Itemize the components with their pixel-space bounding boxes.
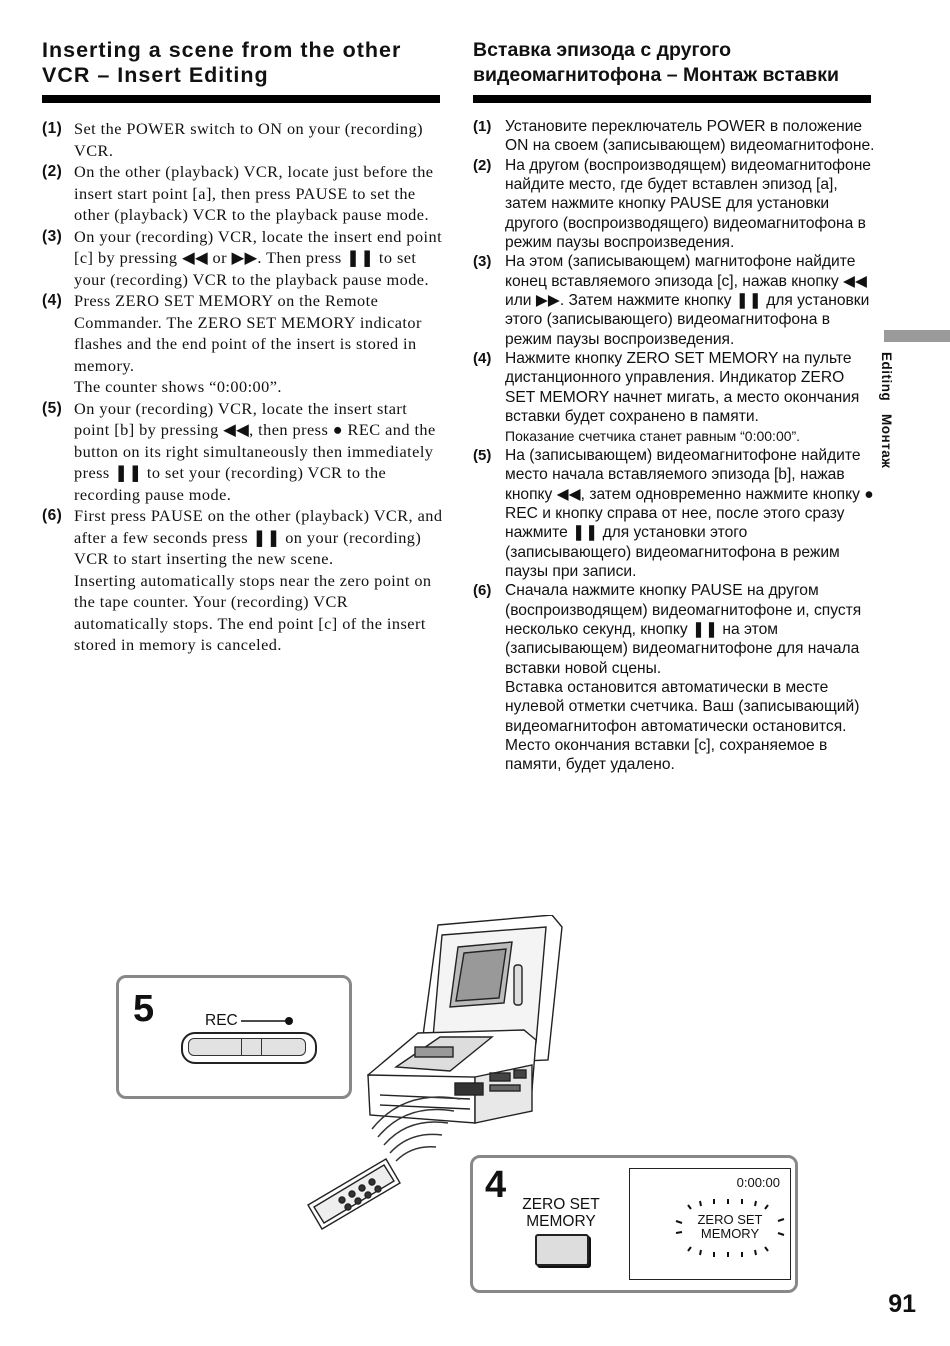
side-section-label [866,352,896,492]
english-steps [42,118,447,656]
english-step-4-note: The counter shows “0:00:00”. [74,377,282,396]
rec-label: REC [205,1012,238,1029]
russian-title-rule [473,95,871,103]
russian-step-4: (4) Нажмите кнопку ZERO SET MEMORY на пульте дистанционного управления. Индикатор ZERO SET MEMORY начнет мигать, а место окончания вставки будет сохранено в памяти. Показание счетчика станет равным “0:00:00”. [473,349,875,446]
russian-step-4-note: Показание счетчика станет равным “0:00:00”. [505,427,801,444]
russian-step-1: (1) Установите переключатель POWER в положение ON на своем (записывающем) видеомагнитофоне. [473,118,875,155]
english-step-2: (2) On the other (playback) VCR, locate just before the insert start point [a], then press PAUSE to set the other (playback) VCR to the playback pause mode. [42,162,434,224]
english-step-6: (6) First press PAUSE on the other (playback) VCR, and after a few seconds press ❚❚ on your (recording) VCR to start inserting the new scene. Inserting automatically stops near the zero point on the tape counter. Your (recording) VCR automatically stops. The end point [c] of the insert stored in memory is canceled. [42,505,447,656]
zero-set-memory-label: ZERO SET MEMORY [522,1196,600,1230]
english-title: Inserting a scene from the other VCR – Insert Editing [42,38,402,87]
page-number: 91 [888,1290,916,1318]
english-step-5: (5) On your (recording) VCR, locate the insert start point [b] by pressing ◀◀, then press ● REC and the button on its right simultaneously then immediately press ❚❚ to set your (recording) VCR to the recording pause mode. [42,398,436,504]
side-label-editing: Editing [879,352,894,402]
english-step-6-note: Inserting automatically stops near the zero point on the tape counter. Your (recording) VCR automatically stops. The end point [c] of the insert stored in memory is canceled. [74,570,432,654]
english-step-3: (3) On your (recording) VCR, locate the insert end point [c] by pressing ◀◀ or ▶▶. Then press ❚❚ to set your (recording) VCR to the playback pause mode. [42,226,443,289]
side-label-montazh: Монтаж [879,414,894,469]
russian-step-3: (3) На этом (записывающем) магнитофоне найдите конец вставляемого эпизода [c], нажав кнопку ◀◀ или ▶▶. Затем нажмите кнопку ❚❚ для установки этого (записывающего) видеомагнитофона в режим паузы воспроизведения. [473,253,870,348]
rec-button-housing [181,1032,317,1064]
english-title-rule [42,95,440,103]
step-5-number: 5 [133,988,155,1030]
rec-indicator-line [241,1016,295,1026]
step-5-callout [116,975,352,1099]
rec-button[interactable] [188,1038,242,1056]
center-button[interactable] [241,1038,262,1056]
remote-commander-drawing [308,1159,400,1229]
lcd-display [629,1168,791,1280]
russian-title: Вставка эпизода с другого видеомагнитофона – Монтаж вставки [473,39,840,86]
russian-step-6-note: Вставка остановится автоматически в месте нулевой отметки счетчика. Ваш (записывающий) видеомагнитофон автоматически остановится. Место окончания вставки [c], сохраняемое в памяти, будет удалено. [505,678,860,774]
russian-step-6: (6) Сначала нажмите кнопку PAUSE на другом (воспроизводящем) видеомагнитофоне и, спустя несколько секунд, кнопку ❚❚ на этом (записывающем) видеомагнитофоне для начала вставки новой сцены. Вставка остановится автоматически в месте нулевой отметки счетчика. Ваш (записывающий) видеомагнитофон автоматически остановится. Место окончания вставки [c], сохраняемое в памяти, будет удалено. [473,581,875,774]
zero-set-memory-indicator: ZERO SET MEMORY [697,1212,763,1241]
step-4-callout [470,1155,798,1293]
zero-set-memory-button[interactable] [535,1234,589,1266]
section-thumb-tab [884,330,950,342]
english-step-1: (1) Set the POWER switch to ON on your (recording) VCR. [42,119,423,160]
english-step-4: (4) Press ZERO SET MEMORY on the Remote Commander. The ZERO SET MEMORY indicator flashes and the end point of the insert is stored in memory. The counter shows “0:00:00”. [42,290,447,398]
russian-steps [473,117,875,775]
step-4-number: 4 [485,1164,507,1206]
right-button[interactable] [261,1038,306,1056]
vcr-device-drawing [368,915,562,1123]
russian-step-5: (5) На (записывающем) видеомагнитофоне найдите место начала вставляемого эпизода [b], нажав кнопку ◀◀, затем одновременно нажмите кнопку ● REC и кнопку справа от нее, после этого сразу нажмите ❚❚ для установки этого (записывающего) видеомагнитофона в режим паузы при записи. [473,446,874,580]
counter-readout: 0:00:00 [736,1175,780,1190]
russian-step-2: (2) На другом (воспроизводящем) видеомагнитофоне найдите место, где будет вставлен эпизод [a], затем нажмите кнопку PAUSE для установки другого (воспроизводящего) видеомагнитофона в режим паузы воспроизведения. [473,156,871,252]
